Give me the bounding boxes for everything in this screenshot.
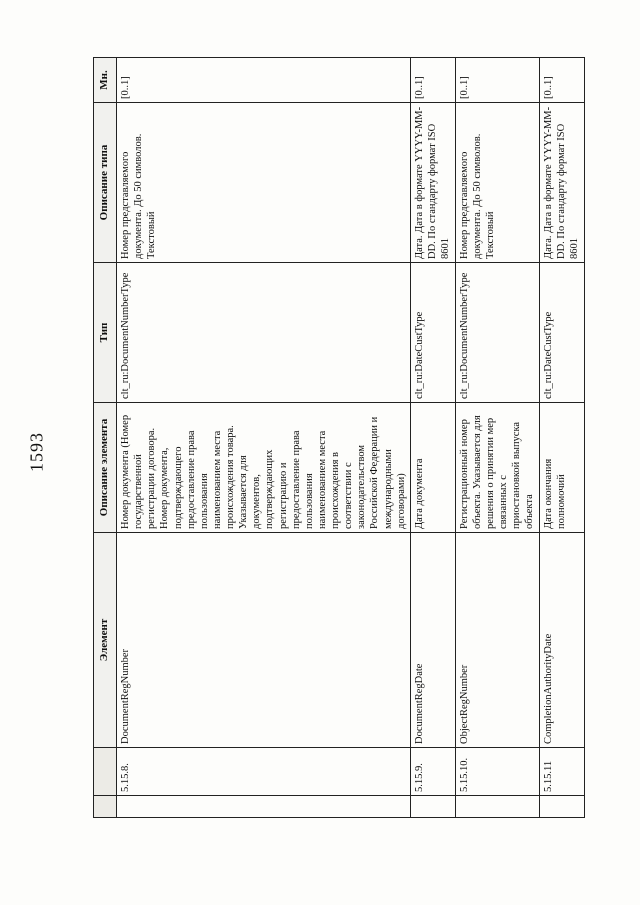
row-element: DocumentRegNumber — [117, 533, 411, 748]
row-element: DocumentRegDate — [410, 533, 455, 748]
row-cardinality: [0..1] — [539, 58, 584, 103]
header-number-blank — [94, 748, 117, 796]
row-type-description: Дата. Дата в формате YYYY-MM-DD. По стандарту формат ISO 8601 — [539, 103, 584, 263]
row-description: Номер документа (Номер государственной регистрации договора. Номер документа, подтверждающего предоставление права пользования наименованием места происхождения товара. Указывается для документов, подтверждающих регистрацию и предоставление права пользования наименованием места происхождения в соответствии с законодательством Российской Федерации и международными договорами) — [117, 403, 411, 533]
header-index-blank — [94, 796, 117, 818]
row-number: 5.15.9. — [410, 748, 455, 796]
header-element: Элемент — [94, 533, 117, 748]
row-number: 5.15.10. — [455, 748, 539, 796]
row-cardinality: [0..1] — [117, 58, 411, 103]
page-number: 1593 — [26, 432, 47, 472]
row-number: 5.15.11 — [539, 748, 584, 796]
table-row — [455, 58, 539, 818]
row-type: clt_ru:DateCustType — [410, 263, 455, 403]
row-cardinality: [0..1] — [410, 58, 455, 103]
row-description: Дата окончания полномочий — [539, 403, 584, 533]
header-type: Тип — [94, 263, 117, 403]
rotated-table-container — [93, 58, 580, 818]
row-element: CompletionAuthorityDate — [539, 533, 584, 748]
table-header-row — [94, 58, 117, 818]
row-type-description: Номер представляемого документа. До 50 символов. Текстовый — [117, 103, 411, 263]
row-type: clt_ru:DocumentNumberType — [117, 263, 411, 403]
row-number: 5.15.8. — [117, 748, 411, 796]
header-description: Описание элемента — [94, 403, 117, 533]
row-index-blank — [117, 796, 411, 818]
row-description: Дата документа — [410, 403, 455, 533]
spec-table — [93, 57, 585, 818]
table-row — [410, 58, 455, 818]
table-row — [539, 58, 584, 818]
row-type-description: Дата. Дата в формате YYYY-MM-DD. По стандарту формат ISO 8601 — [410, 103, 455, 263]
row-index-blank — [410, 796, 455, 818]
row-type: clt_ru:DateCustType — [539, 263, 584, 403]
header-cardinality: Мн. — [94, 58, 117, 103]
row-cardinality: [0..1] — [455, 58, 539, 103]
row-element: ObjectRegNumber — [455, 533, 539, 748]
table-row — [117, 58, 411, 818]
row-description: Регистрационный номер объекта. Указывается для решения о принятии мер связанных с приостановкой выпуска объекта — [455, 403, 539, 533]
row-index-blank — [455, 796, 539, 818]
row-type-description: Номер представляемого документа. До 50 символов. Текстовый — [455, 103, 539, 263]
row-type: clt_ru:DocumentNumberType — [455, 263, 539, 403]
row-index-blank — [539, 796, 584, 818]
header-type-description: Описание типа — [94, 103, 117, 263]
